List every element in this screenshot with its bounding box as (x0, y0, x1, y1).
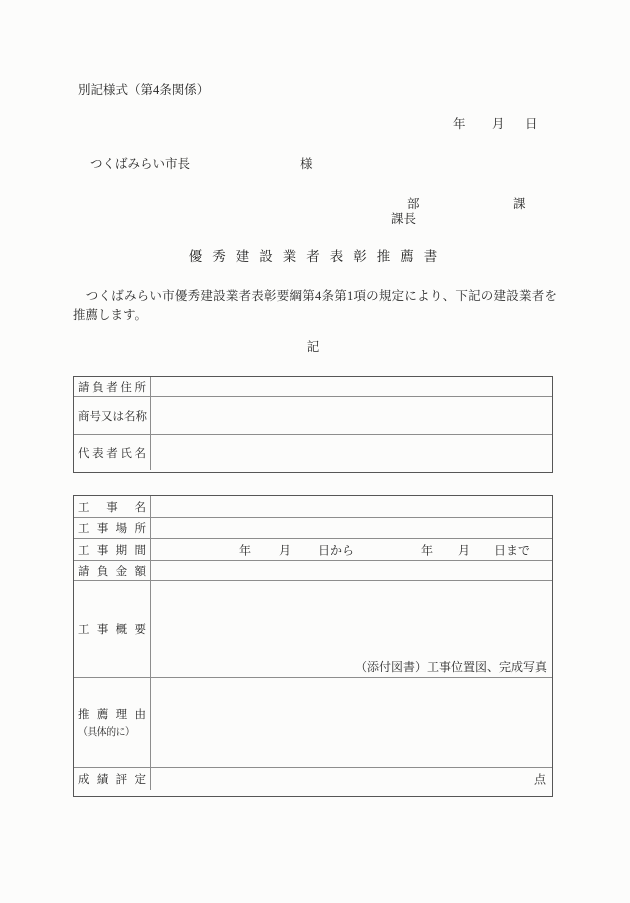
table-row-representative-name (74, 434, 552, 470)
recommendation-reason-label: 推 薦 理 由 (78, 709, 146, 721)
construction-location-label: 工 事 場 所 (78, 523, 146, 535)
construction-location-field (151, 518, 552, 538)
date-day-label: 日 (525, 117, 538, 131)
sender-department-suffix: 部 (407, 197, 420, 211)
representative-name-field (151, 435, 552, 470)
period-from-month: 月 (279, 543, 292, 557)
contractor-address-label: 請 負 者 住 所 (78, 381, 146, 394)
construction-period-field (151, 539, 552, 560)
construction-period-label: 工 事 期 間 (78, 544, 146, 557)
contractor-address-field (151, 377, 552, 396)
date-year-label: 年 (453, 117, 466, 131)
construction-name-field (151, 496, 552, 517)
representative-name-label: 代 表 者 氏 名 (78, 447, 146, 460)
addressee-honorific: 様 (300, 157, 313, 171)
document-title: 優秀建設業者表彰推薦書 (188, 249, 448, 264)
company-name-field (151, 397, 552, 434)
period-to-day: 日まで (494, 543, 531, 557)
points-unit-label: 点 (533, 772, 546, 787)
date-month-label: 月 (492, 117, 505, 131)
table-row-performance-rating (74, 767, 552, 790)
body-paragraph: つくばみらい市優秀建設業者表彰要綱第4条第1項の規定により、下記の建設業者を推薦します。 (73, 289, 557, 322)
table-row-construction-location (74, 517, 552, 538)
sender-section-suffix: 課 (513, 197, 526, 211)
contract-amount-field (151, 561, 552, 580)
form-style-note: 別記様式（第4条関係） (78, 83, 210, 97)
table-row-construction-name (74, 496, 552, 517)
construction-outline-field (151, 581, 552, 677)
company-name-label: 商 号 又 は 名 称 (78, 410, 147, 423)
contract-amount-label: 請 負 金 額 (78, 565, 146, 578)
table-row-contractor-address (74, 377, 552, 396)
contractor-table (73, 376, 553, 473)
period-from-year: 年 (239, 543, 252, 557)
recommendation-reason-field (151, 678, 552, 767)
table-row-recommendation-reason (74, 677, 552, 767)
table-row-contract-amount (74, 560, 552, 580)
list-marker: 記 (306, 340, 320, 354)
performance-rating-label: 成 績 評 定 (78, 774, 146, 786)
project-table (73, 495, 553, 797)
construction-outline-label: 工 事 概 要 (78, 624, 146, 636)
sender-section-chief: 課長 (391, 212, 417, 226)
table-row-company-name (74, 396, 552, 434)
period-to-month: 月 (458, 543, 471, 557)
table-row-construction-outline (74, 580, 552, 677)
addressee-mayor: つくばみらい市長 (90, 157, 191, 171)
period-from-day: 日から (318, 543, 355, 557)
period-to-year: 年 (421, 543, 434, 557)
recommendation-reason-sublabel: （具体的に） (78, 727, 135, 738)
construction-name-label: 工 事 名 (78, 501, 146, 514)
table-row-construction-period (74, 538, 552, 560)
performance-rating-field (151, 768, 552, 790)
attachment-note: （添付図書）工事位置図、完成写真 (354, 660, 547, 674)
